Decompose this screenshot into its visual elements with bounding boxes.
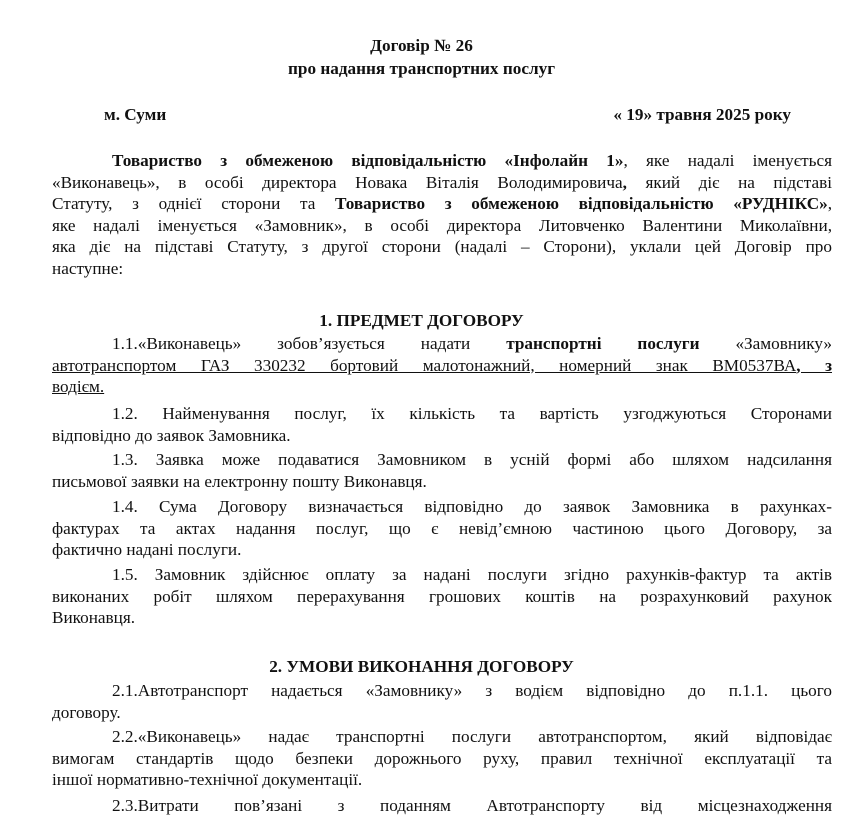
clause-2-1 <box>52 680 832 723</box>
clause-2-1-line-1: 2.1.Автотранспорт надається «Замовнику» з водієм відповідно до п.1.1. цього <box>112 681 832 700</box>
clause-1-3-line-1: 1.3. Заявка може подаватися Замовником в усній формі або шляхом надсилання <box>112 450 832 469</box>
clause-1-5-line-1: 1.5. Замовник здійснює оплату за надані послуги згідно рахунків-фактур та актів <box>112 565 832 584</box>
clause-emphasis: транспортні послуги <box>506 334 700 353</box>
customer-company-name: Товариство з обмеженою відповідальністю «РУДНІКС» <box>335 194 828 213</box>
clause-1-2-line-1: 1.2. Найменування послуг, їх кількість та вартість узгоджуються Сторонами <box>112 404 832 423</box>
clause-1-4 <box>52 496 832 561</box>
clause-2-1-line-2: договору. <box>52 702 121 722</box>
clause-1-1-line-1 <box>52 333 832 355</box>
vehicle-description: автотранспортом ГАЗ 330232 бортовий малотонажний, номерний знак ВМ0537ВА <box>52 355 797 375</box>
clause-2-2-line-2: вимогам стандартів щодо безпеки дорожнього руху, правил технічної експлуатації та <box>52 748 832 768</box>
preamble-text: , <box>827 194 833 213</box>
preamble-line-5: яка діє на підставі Статуту, з другої сторони (надалі – Сторони), уклали цей Договір про <box>52 237 832 256</box>
clause-1-2 <box>52 403 832 446</box>
preamble-line-6: наступне: <box>52 258 124 278</box>
clause-1-4-line-3: фактично надані послуги. <box>52 540 242 559</box>
clause-1-1-line-3: водієм. <box>52 377 105 396</box>
preamble-line-3 <box>52 193 832 215</box>
clause-2-3 <box>52 795 832 817</box>
preamble-paragraph <box>52 150 832 279</box>
clause-2-2 <box>52 726 832 791</box>
contract-title: Договір № 26 <box>370 36 473 55</box>
preamble-line-2 <box>52 172 832 194</box>
clause-2-2-line-3: іншої нормативно-технічної документації. <box>52 770 363 789</box>
clause-1-2-line-2: відповідно до заявок Замовника. <box>52 425 291 445</box>
preamble-line-4: яке надалі іменується «Замовник», в особі директора Литовченко Валентини Миколаївни, <box>52 215 832 235</box>
section-1-heading: 1. ПРЕДМЕТ ДОГОВОРУ <box>319 311 524 330</box>
contract-subtitle: про надання транспортних послуг <box>287 59 555 78</box>
clause-1-1-line-2 <box>52 355 832 377</box>
contract-date: « 19» травня 2025 року <box>613 105 791 124</box>
clause-1-5 <box>52 564 832 629</box>
clause-2-3-line-1: 2.3.Витрати пов’язані з поданням Автотранспорту від місцезнаходження <box>112 796 832 815</box>
clause-1-5-line-2: виконаних робіт шляхом перерахування грошових коштів на розрахунковий рахунок <box>52 586 832 606</box>
clause-1-3-line-2: письмової заявки на електронну пошту Виконавця. <box>52 471 427 491</box>
executor-company-name: Товариство з обмеженою відповідальністю «Інфолайн 1» <box>112 151 624 170</box>
preamble-text: , яке надалі іменується <box>623 151 832 170</box>
clause-1-1 <box>52 333 832 398</box>
clause-1-4-line-2: фактурах та актах надання послуг, що є невід’ємною частиною цього Договору, за <box>52 518 832 538</box>
preamble-text: який діє на підставі <box>626 172 832 192</box>
clause-text: 1.1.«Виконавець» зобов’язується надати <box>112 334 507 353</box>
preamble-line-1 <box>52 150 832 172</box>
clause-1-4-line-1: 1.4. Сума Договору визначається відповідно до заявок Замовника в рахунках- <box>112 497 832 516</box>
section-2-heading: 2. УМОВИ ВИКОНАННЯ ДОГОВОРУ <box>269 657 574 676</box>
preamble-comma: , <box>622 172 627 192</box>
preamble-text: Статуту, з однієї сторони та <box>52 194 336 213</box>
preamble-text: «Виконавець», в особі директора Новака Віталія Володимировича <box>52 172 623 192</box>
clause-text: «Замовнику» <box>699 334 832 353</box>
clause-1-3 <box>52 449 832 492</box>
clause-2-2-line-1: 2.2.«Виконавець» надає транспортні послуги автотранспортом, який відповідає <box>112 727 832 746</box>
clause-text: , з <box>796 355 832 375</box>
clause-1-5-line-3: Виконавця. <box>52 608 136 627</box>
contract-city: м. Суми <box>104 105 167 124</box>
